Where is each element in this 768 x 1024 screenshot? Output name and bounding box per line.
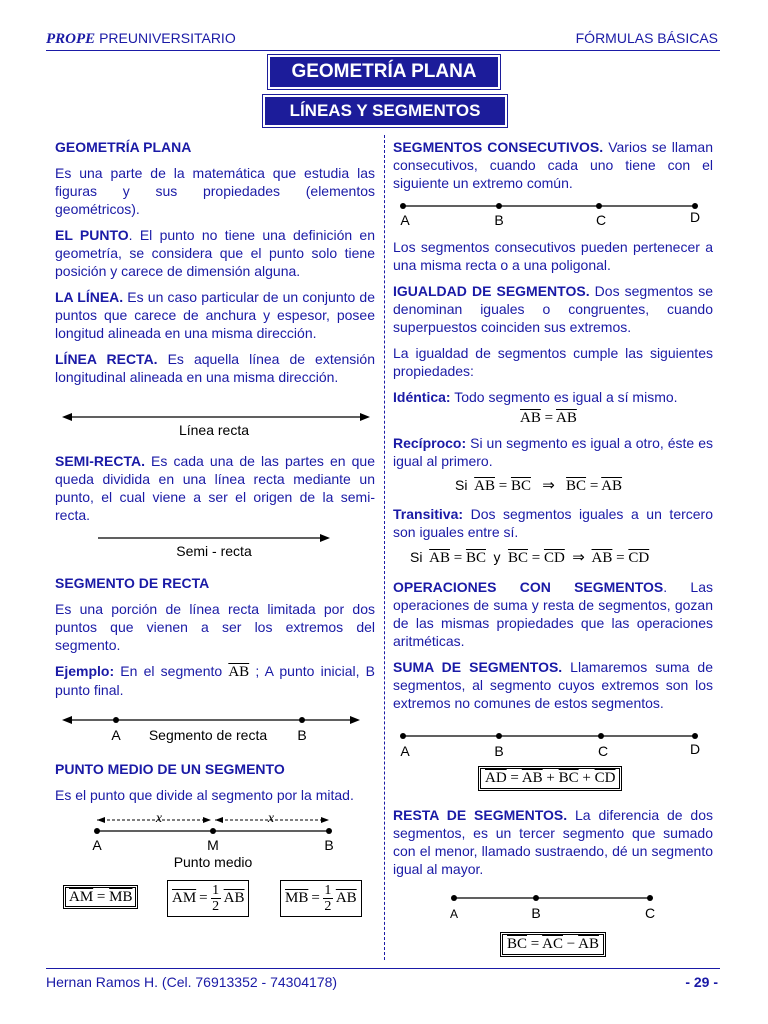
- svg-text:B: B: [494, 212, 504, 228]
- para-linea: LA LÍNEA. Es un caso particular de un conjunto de puntos que carece de anchura y espesor, posee longitud alineada en una misma dirección.: [55, 289, 375, 341]
- header-section: FÓRMULAS BÁSICAS: [575, 30, 718, 46]
- para-identica: Idéntica: Todo segmento es igual a sí mismo.: [393, 389, 678, 405]
- page-subtitle: LÍNEAS Y SEGMENTOS: [263, 95, 507, 127]
- svg-text:C: C: [597, 743, 609, 759]
- svg-text:Segmento de recta: Segmento de recta: [148, 727, 268, 743]
- svg-text:A: A: [111, 727, 121, 743]
- text-consecutivos-2: Los segmentos consecutivos pueden pertenecer a una misma recta o a una poligonal.: [393, 239, 713, 273]
- semi-figure: [90, 528, 340, 564]
- svg-text:D: D: [689, 741, 701, 757]
- difference-figure: [440, 888, 670, 924]
- formula-resta: $\overline{BC} = \overline{AC} - \overline{AB}$: [502, 934, 604, 955]
- para-consecutivos: SEGMENTOS CONSECUTIVOS. Varios se llaman consecutivos, cuando cada uno tiene con el siguiente un extremo común.: [393, 139, 714, 191]
- right-block-2: [393, 238, 713, 414]
- text-geometria: Es una parte de la matemática que estudia las figuras y sus propiedades (elementos geométricos).: [55, 165, 375, 217]
- para-punto: EL PUNTO. El punto no tiene una definición en geometría, se considera que el punto solo tiene posición y carece de dimensión alguna.: [55, 227, 375, 279]
- svg-text:C: C: [595, 212, 607, 228]
- right-block-4: [393, 505, 713, 549]
- right-block-5: [393, 578, 713, 720]
- ab-symbol: $\overline{AB}$: [228, 664, 250, 680]
- footer-rule: [46, 968, 720, 969]
- formula-suma: $\overline{AD} = \overline{AB} + \overline{BC} + \overline{CD}$: [480, 768, 620, 789]
- svg-text:B: B: [494, 743, 504, 759]
- svg-text:B: B: [531, 905, 541, 921]
- formula-am-half: $\overline{AM}$ = $\frac{1}{2}$ $\overline{AB}$: [167, 880, 249, 917]
- heading-geometria: GEOMETRÍA PLANA: [55, 139, 192, 155]
- para-suma: SUMA DE SEGMENTOS. Llamaremos suma de segmentos, al segmento cuyos extremos son los extremos no comunes de estos segmentos.: [393, 659, 713, 711]
- svg-text:B: B: [297, 727, 307, 743]
- formula-reciproco: Si $\overline{AB} = \overline{BC}$ ⇒ $\overline{BC} = \overline{AB}$: [455, 477, 623, 494]
- line-figure: [60, 405, 380, 445]
- right-block-6: [393, 806, 713, 886]
- para-ejemplo: Ejemplo: En el segmento $\overline{AB}$ ; A punto inicial, B punto final.: [55, 663, 376, 698]
- text-igualdad-2: La igualdad de segmentos cumple las siguientes propiedades:: [393, 345, 713, 379]
- right-block-1: [393, 138, 713, 200]
- svg-text:x: x: [155, 811, 163, 826]
- svg-text:A: A: [400, 212, 410, 228]
- column-divider: [384, 135, 385, 960]
- segment-figure: [60, 710, 370, 746]
- line-label: Línea recta: [178, 422, 250, 438]
- header-rule: [46, 50, 720, 51]
- svg-text:A: A: [92, 837, 102, 853]
- para-recta: LÍNEA RECTA. Es aquella línea de extensión longitudinal alineada en una misma dirección.: [55, 351, 375, 385]
- header-brand: PROPE PREUNIVERSITARIO: [46, 30, 236, 47]
- svg-text:D: D: [689, 209, 701, 225]
- text-segmento: Es una porción de línea recta limitada por dos puntos que vienen a ser los extremos del segmento.: [55, 601, 375, 653]
- formula-am-mb: $\overline{AM} = \overline{MB}$: [65, 889, 136, 906]
- semi-label: Semi - recta: [176, 543, 252, 559]
- sum-figure: [395, 724, 715, 762]
- svg-text:Punto medio: Punto medio: [173, 854, 253, 870]
- consecutive-figure: [395, 192, 715, 230]
- svg-text:C: C: [644, 905, 656, 921]
- left-column: [55, 138, 375, 394]
- footer-author: Hernan Ramos H. (Cel. 76913352 - 74304178): [46, 974, 338, 990]
- segment-block: [55, 574, 375, 707]
- page-title: GEOMETRÍA PLANA: [268, 55, 500, 89]
- svg-text:A: A: [400, 743, 410, 759]
- page-number: - 29 -: [685, 974, 718, 990]
- formula-transitiva: Si $\overline{AB} = \overline{BC}$ y $\overline{BC} = \overline{CD}$ ⇒ $\overline{AB} = \overline{CD}$: [410, 549, 650, 566]
- heading-segmento: SEGMENTO DE RECTA: [55, 575, 210, 591]
- para-operaciones: OPERACIONES CON SEGMENTOS. Las operaciones de suma y resta de segmentos, gozan de las mismas propiedades que las operaciones aritméticas.: [393, 579, 713, 649]
- semi-block: [55, 452, 375, 532]
- midpoint-block: [55, 760, 375, 812]
- heading-punto-medio: PUNTO MEDIO DE UN SEGMENTO: [55, 761, 285, 777]
- para-resta: RESTA DE SEGMENTOS. La diferencia de dos segmentos, es un tercer segmento que sumado con el menor, llamado sustraendo, dé un segmento igual al mayor.: [393, 807, 713, 877]
- formula-mb-half: $\overline{MB}$ = $\frac{1}{2}$ $\overline{AB}$: [280, 880, 362, 917]
- para-igualdad: IGUALDAD DE SEGMENTOS. Dos segmentos se denominan iguales o congruentes, cuando superpuestos coinciden sus extremos.: [393, 283, 713, 335]
- svg-text:M: M: [207, 837, 219, 853]
- svg-text:B: B: [324, 837, 334, 853]
- midpoint-figure: [85, 810, 345, 872]
- text-punto-medio: Es el punto que divide al segmento por la mitad.: [55, 787, 354, 803]
- para-semi: SEMI-RECTA. Es cada una de las partes en que queda dividida en una línea recta mediante un punto, el cual viene a ser el origen de la semi-recta.: [55, 453, 375, 523]
- right-block-3: [393, 434, 713, 478]
- para-reciproco: Recíproco: Si un segmento es igual a otro, éste es igual al primero.: [393, 435, 713, 469]
- para-transitiva: Transitiva: Dos segmentos iguales a un tercero son iguales entre sí.: [393, 506, 713, 540]
- formula-identica: $\overline{AB} = \overline{AB}$: [520, 410, 577, 426]
- svg-text:A: A: [449, 907, 459, 921]
- svg-text:x: x: [267, 811, 275, 826]
